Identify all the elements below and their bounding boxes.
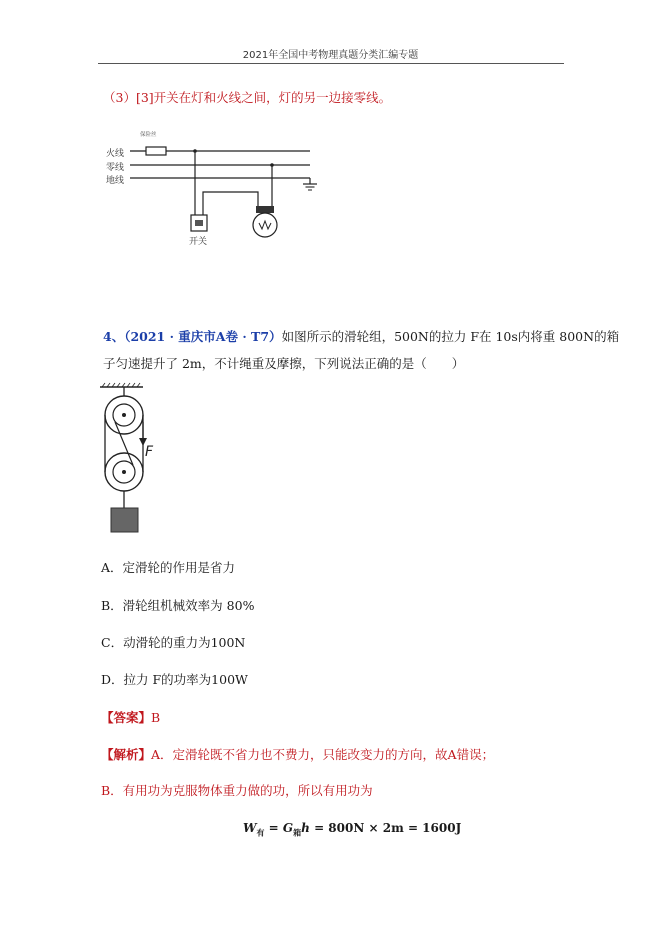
pulley-system-diagram — [95, 382, 175, 534]
lamp-holder — [256, 206, 274, 213]
eq-result: = 800N × 2m = 1600J — [309, 821, 462, 835]
option-a: A．定滑轮的作用是省力 — [101, 560, 236, 575]
analysis-text-2: B．有用功为克服物体重力做的功，所以有用功为 — [101, 783, 373, 798]
option-c: C．动滑轮的重力为100N — [101, 635, 246, 650]
page-header: 2021年全国中考物理真题分类汇编专题 — [242, 50, 419, 61]
fuse-label: 保险丝 — [140, 132, 157, 138]
ground-wire-label: 地线 — [106, 176, 125, 186]
switch-label: 开关 — [189, 237, 208, 247]
question-4-line-1 — [103, 327, 619, 345]
analysis-line-1 — [101, 745, 494, 763]
header-divider — [98, 63, 564, 64]
work-equation — [243, 821, 461, 838]
fixed-pulley-axle — [122, 413, 126, 417]
previous-answer-line: （3）[3]开关在灯和火线之间，灯的另一边接零线。 — [103, 90, 392, 105]
option-b: B．滑轮组机械效率为 80% — [101, 598, 255, 613]
option-d: D．拉力 F的功率为100W — [101, 672, 248, 687]
eq-equals: = — [264, 821, 283, 835]
answer-value: B — [151, 710, 161, 725]
fuse-icon — [146, 147, 166, 155]
eq-h: h — [301, 821, 310, 835]
eq-g: G — [282, 821, 294, 835]
movable-pulley-axle — [122, 470, 126, 474]
question-text-1: 如图所示的滑轮组，500N的拉力 F在 10s内将重 800N的箱 — [281, 329, 620, 344]
answer-line — [101, 708, 160, 726]
wire-switch-to-lamp — [203, 192, 258, 215]
question-text-2: 子匀速提升了 2m，不计绳重及摩擦，下列说法正确的是（ ） — [103, 356, 465, 371]
force-label: F — [145, 444, 154, 460]
question-source: （2021 · 重庆市A卷 · T7） — [124, 329, 282, 344]
eq-w-sub: 有 — [256, 827, 265, 838]
household-circuit-diagram — [100, 120, 340, 255]
lightbulb-icon — [253, 213, 277, 237]
analysis-text-1: A．定滑轮既不省力也不费力，只能改变力的方向，故A错误； — [151, 747, 495, 762]
eq-g-sub: 箱 — [293, 827, 302, 838]
analysis-tag: 【解析】 — [101, 747, 152, 762]
question-number: 4、 — [103, 329, 125, 344]
eq-w: W — [243, 821, 257, 835]
switch-toggle — [195, 220, 203, 226]
cargo-box — [111, 508, 138, 532]
live-wire-label: 火线 — [106, 149, 125, 159]
answer-tag: 【答案】 — [101, 710, 152, 725]
neutral-wire-label: 零线 — [106, 163, 125, 173]
